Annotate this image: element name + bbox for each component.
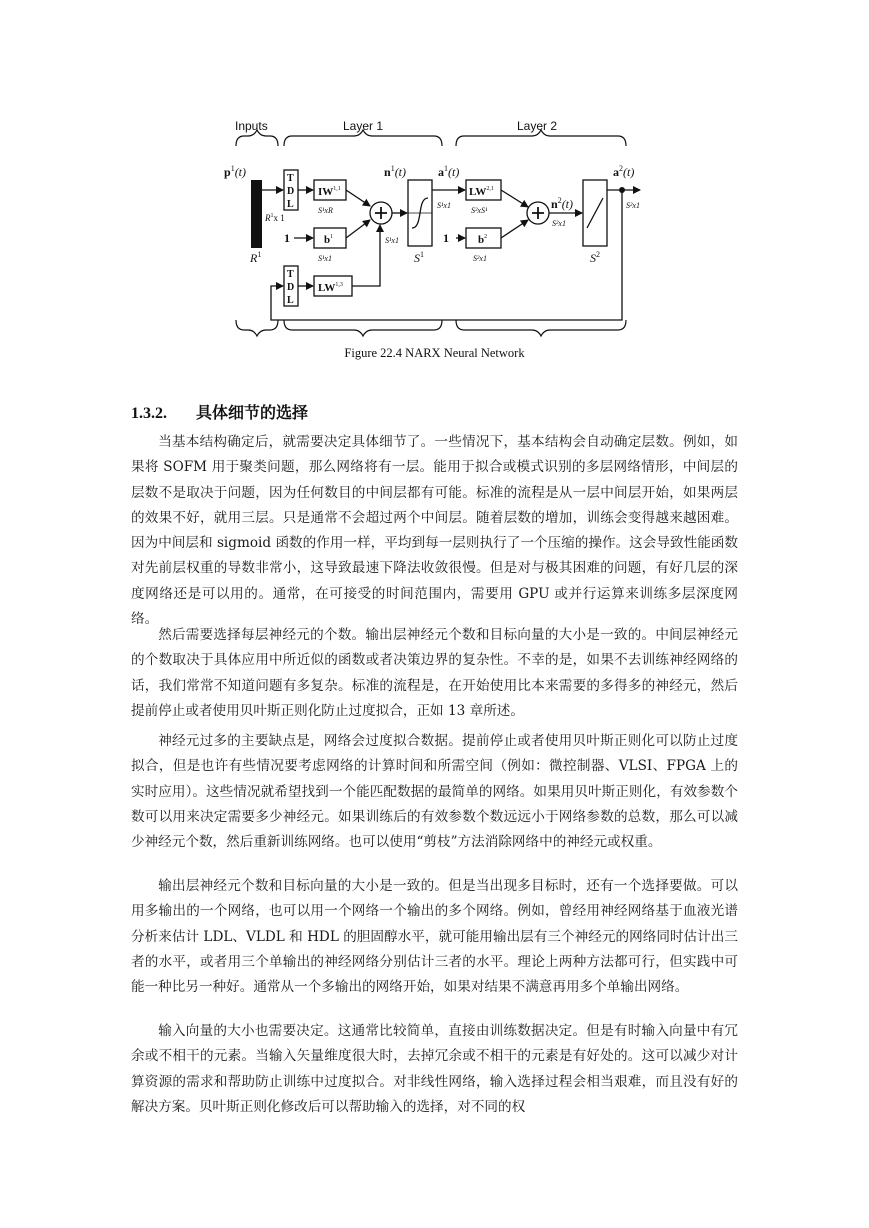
r-bottom-superscript: 1	[257, 250, 262, 259]
bias-input-one-1: 1	[284, 231, 290, 245]
paragraph-4: 输出层神经元个数和目标向量的大小是一致的。但是当出现多目标时，还有一个选择要做。可以用多输出的一个网络，也可以用一个网络一个输出的多个网络。例如，曾经用神经网络基于血液光谱分析来估计 LDL、VLDL 和 HDL 的胆固醇水平，就可能用输出层有三个神经元的网络同时估计出三者的水平，或者用三个单输出的神经网络分别估计三者的水平。理论上两种方法都可行，但实践中可能一种比另一种好。通常从一个多输出的网络开始，如果对结果不满意再用多个单输出网络。	[131, 878, 738, 996]
lw21-dim: S²xS¹	[471, 206, 488, 215]
paragraph-3: 神经元过多的主要缺点是，网络会过度拟合数据。提前停止或者使用贝叶斯正则化可以防止过度拟合，但是也许有些情况要考虑网络的计算时间和所需空间（例如：微控制器、VLSI、FPGA 上的实时应用）。这些情况就希望找到一个能匹配数据的最简单的网络。如果用贝叶斯正则化，有效参数个数可以用来决定需要多少神经元。如果训练后的有效参数个数远远小于网络参数的总数，那么可以减少神经元个数，然后重新训练网络。也可以使用“剪枝”方法消除网络中的神经元或权重。	[131, 733, 738, 851]
s1-symbol: S	[414, 251, 420, 265]
input-p-label	[224, 164, 246, 179]
iw-dim: S¹xR	[318, 206, 333, 215]
n2-dim: S²x1	[552, 219, 566, 228]
narx-network-diagram	[0, 0, 869, 380]
a2-superscript: 2	[619, 164, 623, 173]
r-superscript: 1	[270, 213, 274, 219]
a1-superscript: 1	[444, 164, 448, 173]
layer1-label: Layer 1	[343, 119, 384, 133]
a1-dim: S¹x1	[437, 201, 451, 210]
n1-superscript: 1	[390, 164, 395, 173]
tdl-input-l: L	[287, 199, 294, 210]
p-symbol: p	[224, 165, 231, 179]
top-braces	[236, 130, 626, 146]
iw-superscript: 1,1	[333, 186, 341, 192]
p-time: (t)	[234, 165, 247, 179]
a2-dim: S²x1	[626, 201, 640, 210]
s1-label	[414, 250, 424, 265]
lw21-symbol: LW	[469, 186, 487, 198]
paragraph-5: 输入向量的大小也需要决定。这通常比较简单，直接由训练数据决定。但是有时输入向量中有冗余或不相干的元素。当输入矢量维度很大时，去掉冗余或不相干的元素是有好处的。这可以减少对计算资源的需求和帮助防止训练中过度拟合。对非线性网络，输入选择过程会相当艰难，而且没有好的解决方案。贝叶斯正则化修改后可以帮助输入的选择，对不同的权	[131, 1023, 738, 1115]
n1-dim: S¹x1	[385, 236, 399, 245]
a1-time: (t)	[448, 165, 460, 179]
tdl-feedback-l: L	[287, 295, 294, 306]
r-suffix: x 1	[273, 213, 285, 223]
figure-caption: Figure 22.4 NARX Neural Network	[344, 346, 525, 360]
tdl-feedback-t: T	[287, 269, 294, 280]
b2-dim: S²x1	[473, 254, 487, 263]
tdl-input-d: D	[287, 186, 295, 197]
s1-superscript: 1	[420, 250, 424, 259]
iw-symbol: IW	[318, 186, 334, 198]
input-r-bottom-label	[249, 250, 261, 265]
input-vector-bar	[251, 180, 262, 248]
n1-symbol: n	[384, 165, 391, 179]
section-number: 1.3.2.	[131, 405, 167, 422]
a1-symbol: a	[438, 165, 444, 179]
n2-time: (t)	[561, 197, 574, 211]
a1-label	[438, 164, 459, 179]
n1-time: (t)	[394, 165, 407, 179]
input-dim-label	[264, 213, 285, 223]
n2-superscript: 2	[557, 196, 562, 205]
bottom-braces	[236, 320, 626, 336]
n2-label	[551, 196, 573, 211]
tdl-input-t: T	[287, 173, 294, 184]
layer2-label: Layer 2	[517, 119, 558, 133]
s2-symbol: S	[590, 251, 596, 265]
section-heading	[131, 400, 308, 423]
n1-label	[384, 164, 406, 179]
bias-input-one-2: 1	[443, 231, 449, 245]
section-title: 具体细节的选择	[196, 405, 309, 422]
p-superscript: 1	[230, 164, 235, 173]
n2-symbol: n	[551, 197, 558, 211]
r-symbol: R	[265, 213, 271, 223]
r-bottom-symbol: R	[250, 251, 258, 265]
lw21-superscript: 2,1	[486, 186, 494, 192]
paragraph-2: 然后需要选择每层神经元的个数。输出层神经元个数和目标向量的大小是一致的。中间层神经元的个数取决于具体应用中所近似的函数或者决策边界的复杂性。不幸的是，如果不去训练神经网络的话，我们常常不知道问题有多复杂。标准的流程是，在开始使用比本来需要的多得多的神经元，然后提前停止或者使用贝叶斯正则化防止过度拟合，正如 13 章所述。	[131, 627, 738, 719]
b1-dim: S¹x1	[318, 254, 332, 263]
b1-symbol: b	[324, 234, 331, 246]
a2-symbol: a	[613, 165, 619, 179]
tdl-feedback-d: D	[287, 282, 295, 293]
lw13-superscript: 1,3	[335, 282, 343, 288]
a2-time: (t)	[623, 165, 635, 179]
b2-symbol: b	[478, 234, 485, 246]
a2-label	[613, 164, 634, 179]
s2-label	[590, 250, 600, 265]
paragraph-1: 当基本结构确定后，就需要决定具体细节了。一些情况下，基本结构会自动确定层数。例如，如果将 SOFM 用于聚类问题，那么网络将有一层。能用于拟合或模式识别的多层网络情形，中间层的层数不是取决于问题，因为任何数目的中间层都有可能。标准的流程是从一层中间层开始，如果两层的效果不好，就用三层。只是通常不会超过两个中间层。随着层数的增加，训练会变得越来越困难。因为中间层和 sigmoid 函数的作用一样，平均到每一层则执行了一个压缩的操作。这会导致性能函数对先前层权重的导数非常小，这导致最速下降法收敛很慢。但是对与极其困难的问题，有好几层的深度网络还是可以用的。通常，在可接受的时间范围内，需要用 GPU 或并行运算来训练多层深度网络。	[131, 434, 738, 628]
output-junction-dot	[619, 187, 625, 193]
b2-superscript: 2	[484, 234, 488, 240]
lw13-symbol: LW	[318, 282, 336, 294]
s2-superscript: 2	[596, 250, 600, 259]
inputs-label: Inputs	[235, 119, 268, 133]
b1-superscript: 1	[330, 234, 334, 240]
